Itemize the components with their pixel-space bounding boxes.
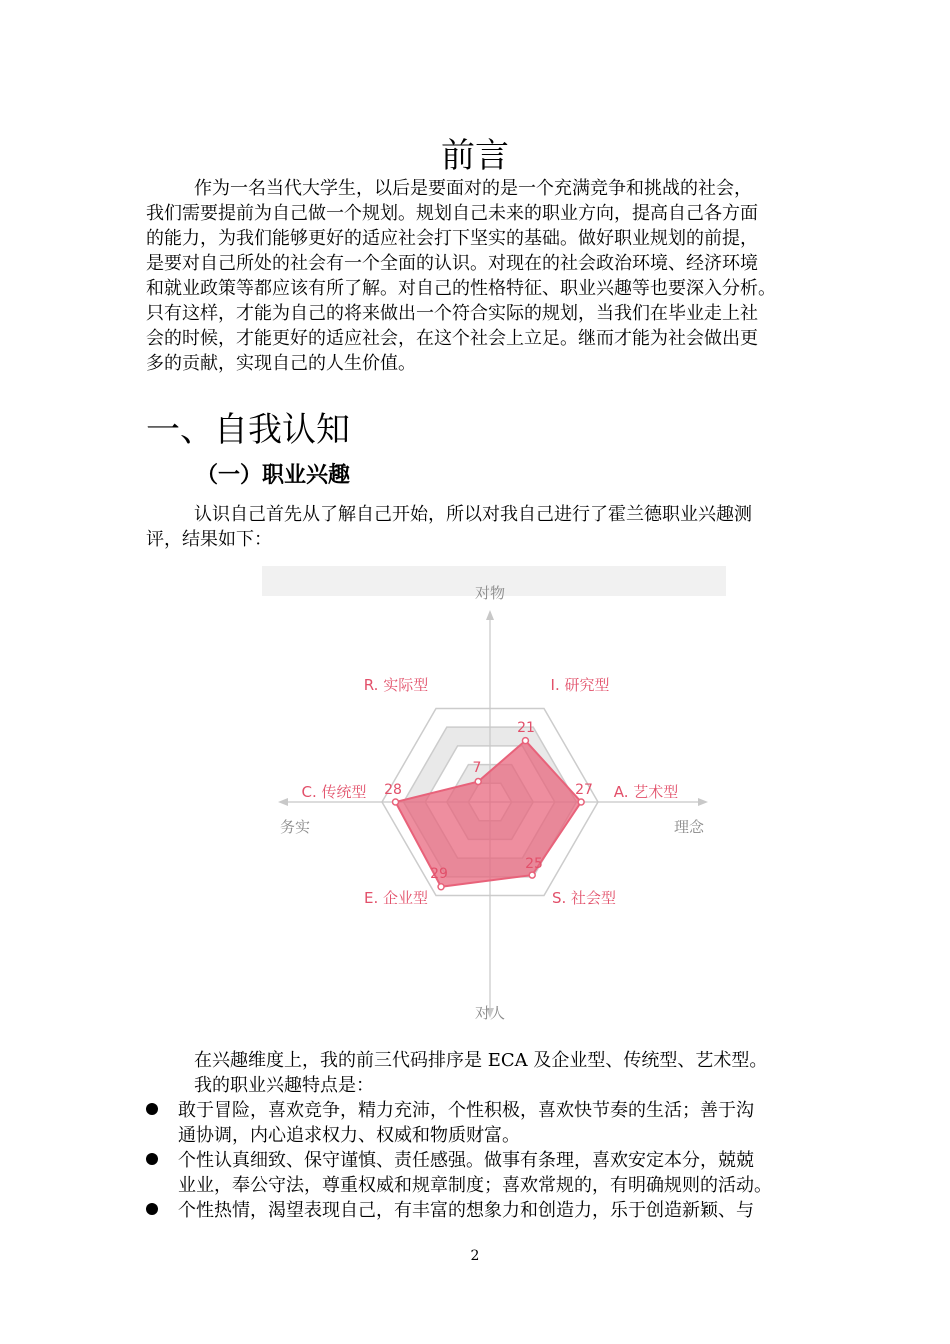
list-item (146, 1098, 826, 1148)
intro-line: 是要对自己所处的社会有一个全面的认识。对现在的社会政治环境、经济环境 (146, 253, 758, 274)
bullet-icon (146, 1103, 158, 1115)
score-point (522, 738, 528, 744)
list-item-line: 个性认真细致、保守谨慎、责任感强。做事有条理，喜欢安定本分，兢兢 (178, 1150, 754, 1171)
page-number: 2 (470, 1248, 480, 1264)
score-point (438, 884, 444, 890)
list-item (146, 1148, 826, 1198)
value-label-A: 27 (575, 782, 593, 798)
score-point (393, 799, 399, 805)
intro-line: 的能力，为我们能够更好的适应社会打下坚实的基础。做好职业规划的前提， (146, 228, 758, 249)
bullet-icon (146, 1203, 158, 1215)
summary-line: 在兴趣维度上，我的前三代码排序是 ECA 及企业型、传统型、艺术型。 (194, 1050, 768, 1071)
left-arrow-icon (278, 798, 288, 806)
page-title: 前言 (441, 136, 509, 176)
intro-line: 和就业政策等都应该有所了解。对自己的性格特征、职业兴趣等也要深入分析。 (146, 278, 776, 299)
axis-label-top: 对物 (474, 584, 506, 602)
category-label-I: I. 研究型 (550, 676, 610, 694)
category-label-E: E. 企业型 (363, 889, 429, 907)
summary-paragraph (146, 1048, 806, 1098)
category-label-A: A. 艺术型 (613, 783, 679, 801)
intro-line: 会的时候，才能更好的适应社会，在这个社会上立足。继而才能为社会做出更 (146, 328, 758, 349)
score-point (475, 779, 481, 785)
intro-line: 多的贡献，实现自己的人生价值。 (146, 353, 416, 374)
value-label-E: 29 (430, 866, 448, 882)
intro-line: 作为一名当代大学生，以后是要面对的是一个充满竞争和挑战的社会， (194, 178, 752, 199)
up-arrow-icon (486, 610, 494, 620)
category-label-C: C. 传统型 (301, 783, 367, 801)
list-item-line: 业业，奉公守法，尊重权威和规章制度；喜欢常规的，有明确规则的活动。 (178, 1175, 772, 1196)
value-label-I: 21 (517, 720, 535, 736)
axis-label-right: 理念 (673, 818, 704, 836)
intro-line: 我们需要提前为自己做一个规划。规划自己未来的职业方向，提高自己各方面 (146, 203, 758, 224)
list-item (146, 1198, 826, 1223)
assessment-paragraph (146, 502, 806, 552)
list-item-line: 敢于冒险，喜欢竞争，精力充沛，个性积极，喜欢快节奏的生活；善于沟 (178, 1100, 754, 1121)
assessment-line: 评，结果如下： (146, 529, 272, 550)
category-label-S: S. 社会型 (551, 889, 617, 907)
value-label-R: 7 (472, 760, 482, 776)
score-point (529, 872, 535, 878)
intro-line: 只有这样，才能为自己的将来做出一个符合实际的规划，当我们在毕业走上社 (146, 303, 758, 324)
axis-label-left: 务实 (280, 818, 311, 836)
right-arrow-icon (698, 798, 708, 806)
intro-paragraph (146, 176, 806, 376)
subsection-heading: （一）职业兴趣 (196, 463, 351, 488)
assessment-line: 认识自己首先从了解自己开始，所以对我自己进行了霍兰德职业兴趣测 (194, 504, 752, 525)
bullet-icon (146, 1153, 158, 1165)
score-point (578, 799, 584, 805)
list-item-line: 个性热情，渴望表现自己，有丰富的想象力和创造力，乐于创造新颖、与 (178, 1200, 754, 1221)
trait-list (146, 1098, 826, 1223)
value-label-S: 25 (525, 856, 543, 872)
category-label-R: R. 实际型 (363, 676, 429, 694)
summary-line: 我的职业兴趣特点是： (194, 1075, 374, 1096)
section-heading: 一、自我认知 (146, 410, 350, 450)
holland-radar-chart (262, 566, 726, 1028)
list-item-line: 通协调，内心追求权力、权威和物质财富。 (178, 1125, 520, 1146)
value-label-C: 28 (384, 782, 402, 798)
axis-label-bottom: 对人 (474, 1004, 506, 1022)
